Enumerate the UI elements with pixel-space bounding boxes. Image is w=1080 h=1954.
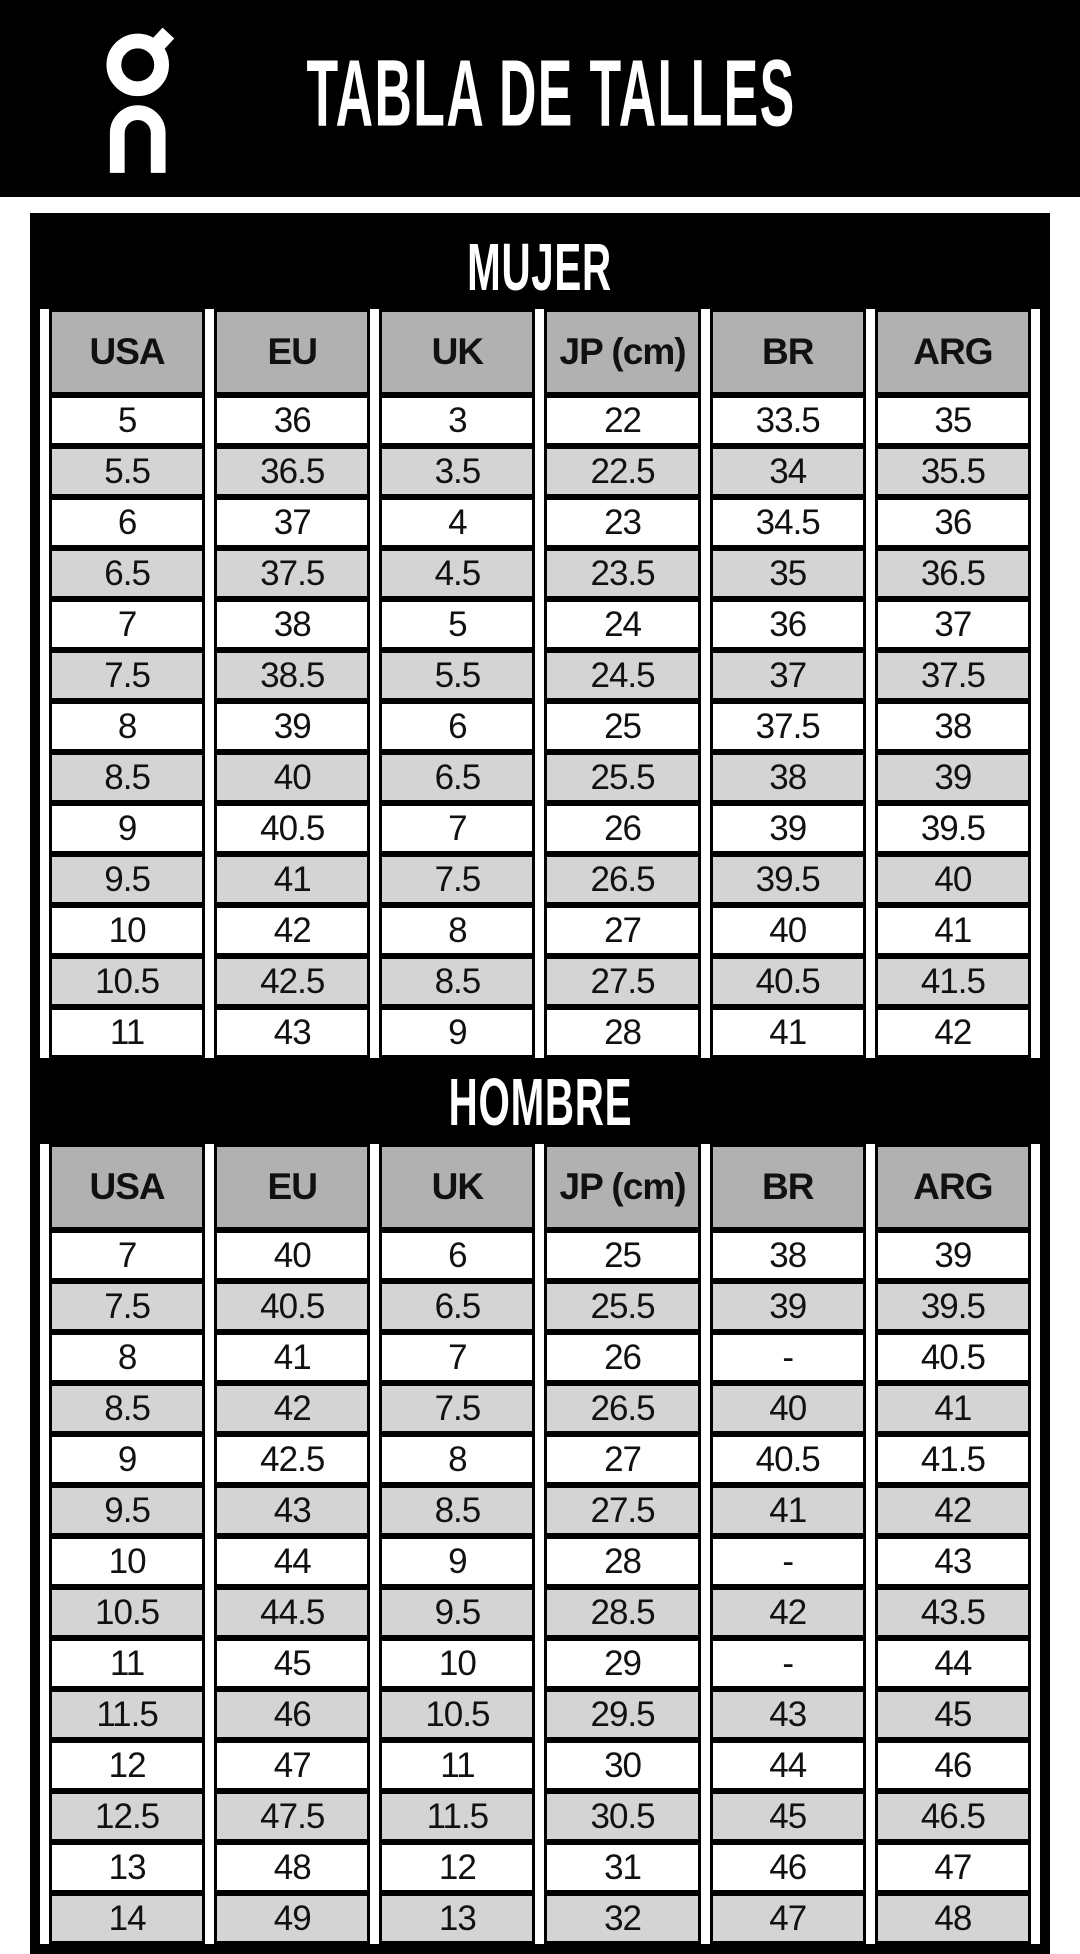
size-cell: 47 <box>214 1740 370 1791</box>
size-cell: 41 <box>214 854 370 905</box>
table-header-row <box>49 1144 1031 1230</box>
size-cell: 26.5 <box>544 1383 700 1434</box>
size-cell: 33.5 <box>710 395 866 446</box>
size-cell: 5 <box>379 599 535 650</box>
size-cell: 41.5 <box>875 1434 1031 1485</box>
size-cell: 23.5 <box>544 548 700 599</box>
size-cell: 44.5 <box>214 1587 370 1638</box>
size-cell: 39 <box>875 752 1031 803</box>
size-cell: 45 <box>214 1638 370 1689</box>
size-cell: 26 <box>544 803 700 854</box>
column-header-br: BR <box>710 309 866 395</box>
page-title: TABLA DE TALLES <box>306 39 796 146</box>
table-row <box>49 701 1031 752</box>
size-cell: 8 <box>49 701 205 752</box>
size-cell: 10 <box>49 905 205 956</box>
size-cell: 36 <box>875 497 1031 548</box>
size-cell: 7.5 <box>379 854 535 905</box>
column-header-jp: JP (cm) <box>544 1144 700 1230</box>
size-cell: 23 <box>544 497 700 548</box>
size-cell: 39 <box>214 701 370 752</box>
size-cell: 7 <box>379 1332 535 1383</box>
size-cell: 10.5 <box>379 1689 535 1740</box>
size-cell: 38 <box>875 701 1031 752</box>
size-cell: 35.5 <box>875 446 1031 497</box>
size-cell: 7 <box>49 599 205 650</box>
size-cell: 42 <box>214 1383 370 1434</box>
size-cell: 4.5 <box>379 548 535 599</box>
size-cell: 9.5 <box>49 1485 205 1536</box>
table-row <box>49 1587 1031 1638</box>
table-row <box>49 599 1031 650</box>
size-cell: 11 <box>49 1007 205 1058</box>
size-cell: 45 <box>875 1689 1031 1740</box>
column-header-jp: JP (cm) <box>544 309 700 395</box>
size-cell: 12.5 <box>49 1791 205 1842</box>
size-cell: 36.5 <box>875 548 1031 599</box>
size-cell: 30 <box>544 1740 700 1791</box>
table-row <box>49 1281 1031 1332</box>
size-cell: 3.5 <box>379 446 535 497</box>
size-cell: 14 <box>49 1893 205 1944</box>
size-cell: 8.5 <box>379 1485 535 1536</box>
size-cell: 8 <box>379 905 535 956</box>
size-cell: 47.5 <box>214 1791 370 1842</box>
size-cell: 39 <box>710 1281 866 1332</box>
size-table-mujer <box>40 309 1040 1058</box>
size-cell: 41 <box>710 1485 866 1536</box>
size-cell: 43.5 <box>875 1587 1031 1638</box>
size-cell: 8.5 <box>49 1383 205 1434</box>
size-cell: 8.5 <box>49 752 205 803</box>
size-cell: 36.5 <box>214 446 370 497</box>
size-cell: 35 <box>875 395 1031 446</box>
size-cell: 40.5 <box>710 1434 866 1485</box>
column-header-uk: UK <box>379 1144 535 1230</box>
table-row <box>49 905 1031 956</box>
size-cell: 6.5 <box>379 1281 535 1332</box>
size-cell: 27 <box>544 905 700 956</box>
size-cell: 37 <box>875 599 1031 650</box>
size-cell: 10 <box>379 1638 535 1689</box>
size-cell: 6 <box>49 497 205 548</box>
size-cell: 6 <box>379 701 535 752</box>
table-row <box>49 1791 1031 1842</box>
size-cell: 46 <box>214 1689 370 1740</box>
section-banner-hombre <box>40 1058 1040 1144</box>
size-cell: 7.5 <box>49 1281 205 1332</box>
table-row <box>49 446 1031 497</box>
size-cell: 43 <box>214 1007 370 1058</box>
size-cell: 37.5 <box>875 650 1031 701</box>
size-cell: 37.5 <box>214 548 370 599</box>
table-row <box>49 650 1031 701</box>
table-row <box>49 1383 1031 1434</box>
table-row <box>49 497 1031 548</box>
size-cell: 39.5 <box>875 803 1031 854</box>
size-cell: 9 <box>379 1007 535 1058</box>
size-cell: 8.5 <box>379 956 535 1007</box>
size-cell: 22 <box>544 395 700 446</box>
size-cell: 22.5 <box>544 446 700 497</box>
size-cell: 7 <box>379 803 535 854</box>
size-cell: 40.5 <box>214 803 370 854</box>
table-row <box>49 1536 1031 1587</box>
size-cell: 6 <box>379 1230 535 1281</box>
size-cell: 11 <box>49 1638 205 1689</box>
size-cell: 39.5 <box>875 1281 1031 1332</box>
size-cell: 11.5 <box>379 1791 535 1842</box>
size-cell: 41 <box>214 1332 370 1383</box>
column-header-arg: ARG <box>875 1144 1031 1230</box>
size-cell: 41 <box>875 905 1031 956</box>
size-cell: 44 <box>214 1536 370 1587</box>
size-cell: 39 <box>875 1230 1031 1281</box>
size-cell: 11 <box>379 1740 535 1791</box>
size-cell: 38 <box>710 1230 866 1281</box>
table-row <box>49 1638 1031 1689</box>
table-row <box>49 1007 1031 1058</box>
size-cell: 36 <box>710 599 866 650</box>
size-cell: 4 <box>379 497 535 548</box>
size-cell: 8 <box>379 1434 535 1485</box>
size-cell: 30.5 <box>544 1791 700 1842</box>
on-logo-icon <box>92 24 188 174</box>
size-cell: 41.5 <box>875 956 1031 1007</box>
size-cell: 34.5 <box>710 497 866 548</box>
size-cell: 9 <box>379 1536 535 1587</box>
size-cell: 26.5 <box>544 854 700 905</box>
size-cell: 40 <box>214 1230 370 1281</box>
size-cell: 11.5 <box>49 1689 205 1740</box>
size-cell: 27 <box>544 1434 700 1485</box>
size-cell: 27.5 <box>544 1485 700 1536</box>
size-cell: 29 <box>544 1638 700 1689</box>
size-cell: 9.5 <box>49 854 205 905</box>
size-cell: 9 <box>49 1434 205 1485</box>
column-header-usa: USA <box>49 309 205 395</box>
table-row <box>49 1893 1031 1944</box>
table-row <box>49 395 1031 446</box>
size-cell: 7.5 <box>379 1383 535 1434</box>
size-cell: 12 <box>49 1740 205 1791</box>
size-cell: 40.5 <box>875 1332 1031 1383</box>
size-cell: 42 <box>875 1485 1031 1536</box>
size-cell: 46 <box>710 1842 866 1893</box>
size-cell: 40 <box>875 854 1031 905</box>
table-row <box>49 1332 1031 1383</box>
size-cell: 7 <box>49 1230 205 1281</box>
table-row <box>49 752 1031 803</box>
size-chart <box>30 213 1050 1954</box>
table-row <box>49 854 1031 905</box>
size-cell: 10.5 <box>49 1587 205 1638</box>
table-row <box>49 1842 1031 1893</box>
size-cell: 44 <box>710 1740 866 1791</box>
size-cell: 25 <box>544 701 700 752</box>
size-cell: 35 <box>710 548 866 599</box>
size-cell: 25.5 <box>544 752 700 803</box>
size-cell: 28.5 <box>544 1587 700 1638</box>
size-cell: 8 <box>49 1332 205 1383</box>
size-cell: 39 <box>710 803 866 854</box>
section-banner-mujer <box>40 223 1040 309</box>
size-cell: 43 <box>214 1485 370 1536</box>
size-cell: 42 <box>710 1587 866 1638</box>
size-cell: - <box>710 1638 866 1689</box>
size-table-hombre <box>40 1144 1040 1944</box>
size-cell: 12 <box>379 1842 535 1893</box>
size-cell: 9 <box>49 803 205 854</box>
size-cell: 31 <box>544 1842 700 1893</box>
size-cell: 46 <box>875 1740 1031 1791</box>
size-cell: 28 <box>544 1007 700 1058</box>
size-cell: 5 <box>49 395 205 446</box>
table-row <box>49 1689 1031 1740</box>
size-cell: 28 <box>544 1536 700 1587</box>
size-cell: 43 <box>875 1536 1031 1587</box>
size-cell: 40.5 <box>710 956 866 1007</box>
size-cell: 6.5 <box>379 752 535 803</box>
size-cell: 42.5 <box>214 956 370 1007</box>
size-cell: 49 <box>214 1893 370 1944</box>
size-cell: 7.5 <box>49 650 205 701</box>
column-header-eu: EU <box>214 1144 370 1230</box>
size-cell: 24 <box>544 599 700 650</box>
size-cell: 13 <box>379 1893 535 1944</box>
column-header-usa: USA <box>49 1144 205 1230</box>
size-cell: 32 <box>544 1893 700 1944</box>
size-cell: 27.5 <box>544 956 700 1007</box>
size-cell: 47 <box>875 1842 1031 1893</box>
size-cell: 37 <box>710 650 866 701</box>
size-cell: 39.5 <box>710 854 866 905</box>
size-cell: 40 <box>214 752 370 803</box>
table-header-row <box>49 309 1031 395</box>
size-cell: 5.5 <box>49 446 205 497</box>
table-row <box>49 1434 1031 1485</box>
size-cell: 42 <box>875 1007 1031 1058</box>
size-cell: 46.5 <box>875 1791 1031 1842</box>
size-cell: 43 <box>710 1689 866 1740</box>
size-cell: 40 <box>710 905 866 956</box>
column-header-arg: ARG <box>875 309 1031 395</box>
table-row <box>49 1230 1031 1281</box>
size-cell: 13 <box>49 1842 205 1893</box>
size-cell: 48 <box>214 1842 370 1893</box>
size-cell: 24.5 <box>544 650 700 701</box>
size-cell: 36 <box>214 395 370 446</box>
section-title-hombre: HOMBRE <box>448 1063 632 1139</box>
size-cell: 5.5 <box>379 650 535 701</box>
column-header-uk: UK <box>379 309 535 395</box>
table-row <box>49 1485 1031 1536</box>
size-cell: 37.5 <box>710 701 866 752</box>
size-cell: 38.5 <box>214 650 370 701</box>
size-cell: 45 <box>710 1791 866 1842</box>
size-cell: 40 <box>710 1383 866 1434</box>
size-cell: 38 <box>214 599 370 650</box>
size-cell: 37 <box>214 497 370 548</box>
size-cell: - <box>710 1332 866 1383</box>
size-cell: 41 <box>875 1383 1031 1434</box>
table-row <box>49 548 1031 599</box>
size-cell: 10.5 <box>49 956 205 1007</box>
size-cell: 29.5 <box>544 1689 700 1740</box>
size-cell: 34 <box>710 446 866 497</box>
size-cell: 6.5 <box>49 548 205 599</box>
column-header-br: BR <box>710 1144 866 1230</box>
size-cell: 25 <box>544 1230 700 1281</box>
size-cell: 48 <box>875 1893 1031 1944</box>
size-cell: 42.5 <box>214 1434 370 1485</box>
size-cell: 44 <box>875 1638 1031 1689</box>
size-cell: 47 <box>710 1893 866 1944</box>
size-cell: 9.5 <box>379 1587 535 1638</box>
size-cell: 40.5 <box>214 1281 370 1332</box>
table-row <box>49 1740 1031 1791</box>
size-cell: 3 <box>379 395 535 446</box>
section-title-mujer: MUJER <box>467 228 613 304</box>
size-cell: 25.5 <box>544 1281 700 1332</box>
size-cell: 10 <box>49 1536 205 1587</box>
page-header <box>0 0 1080 197</box>
size-cell: 42 <box>214 905 370 956</box>
size-cell: 38 <box>710 752 866 803</box>
column-header-eu: EU <box>214 309 370 395</box>
size-cell: 26 <box>544 1332 700 1383</box>
size-cell: 41 <box>710 1007 866 1058</box>
size-cell: - <box>710 1536 866 1587</box>
table-row <box>49 956 1031 1007</box>
table-row <box>49 803 1031 854</box>
